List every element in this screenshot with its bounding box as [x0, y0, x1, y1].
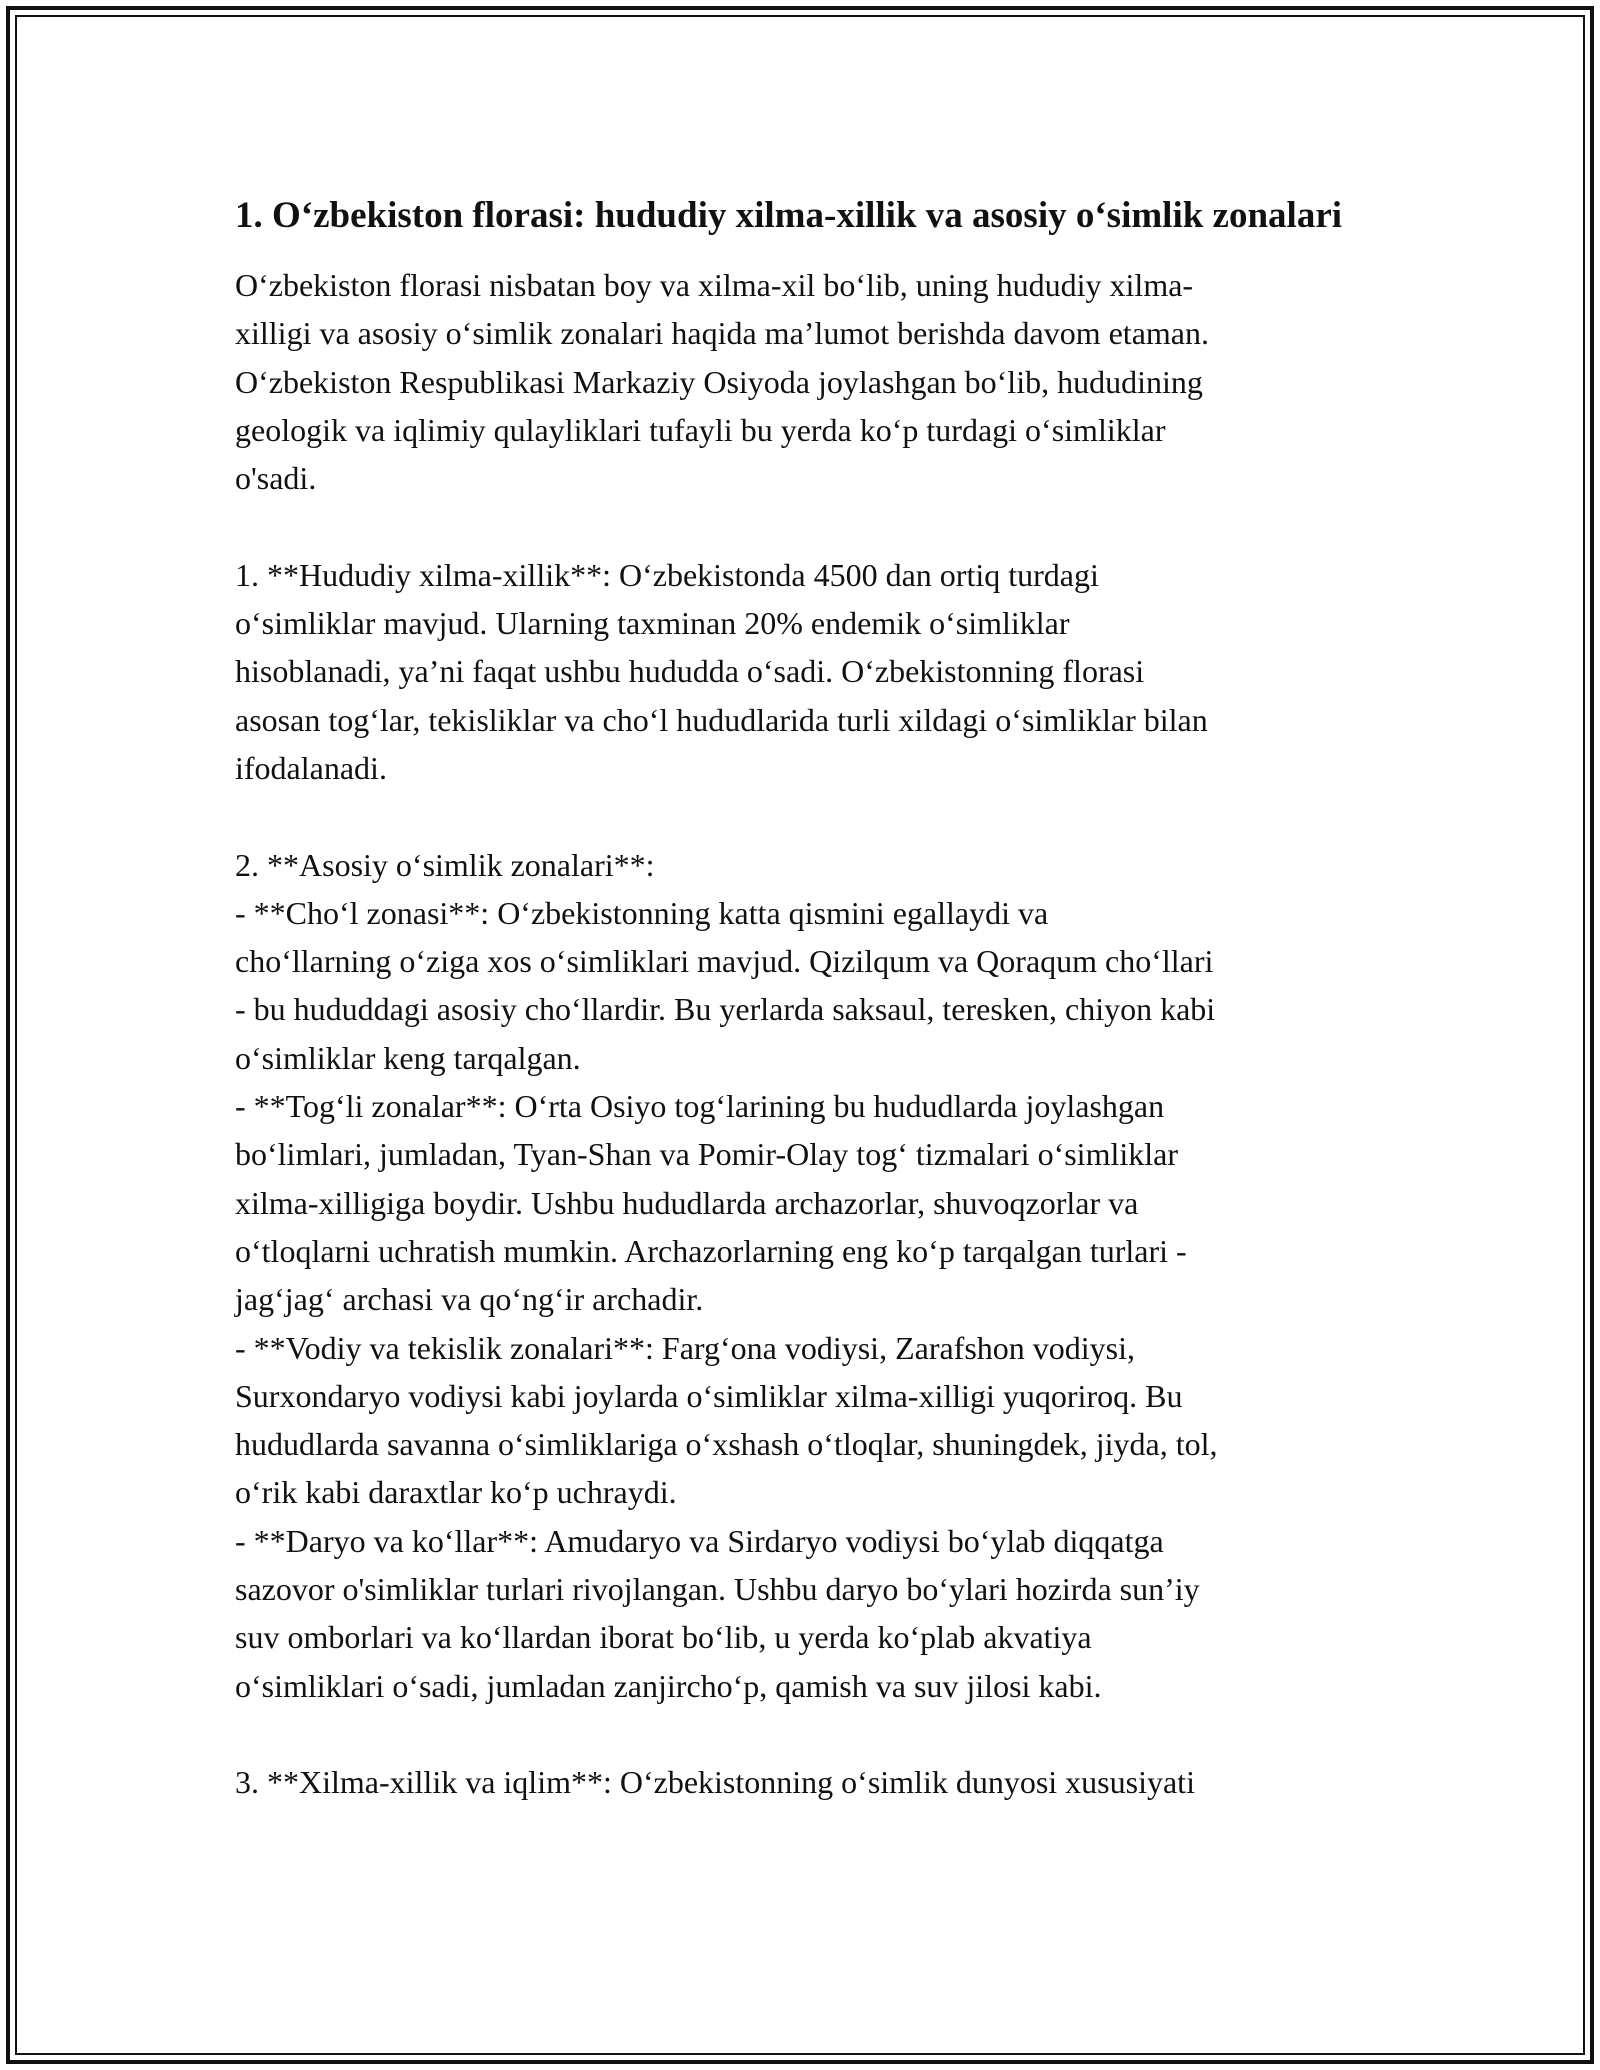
zone-desert-item: - **Cho‘l zonasi**: O‘zbekistonning katta qismini egallaydi va cho‘llarning o‘ziga xos o‘simliklari mavjud. Qizilqum va Qoraqum cho‘llari - bu hududdagi asosiy cho‘llardir. Bu yerlarda saksaul, teresken, chiyon kabi o‘simliklar keng tarqalgan. [235, 894, 1216, 1076]
paragraph-spacer [235, 792, 1375, 840]
section-3-paragraph: 3. **Xilma-xillik va iqlim**: O‘zbekistonning o‘simlik dunyosi xususiyati [235, 1764, 1195, 1801]
zone-rivers-lakes-item: - **Daryo va ko‘llar**: Amudaryo va Sirdaryo vodiysi bo‘ylab diqqatga sazovor o'simliklar turlari rivojlangan. Ushbu daryo bo‘ylari hozirda sun’iy suv omborlari va ko‘llardan iborat bo‘lib, u yerda ko‘plab akvatiya o‘simliklari o‘sadi, jumladan zanjircho‘p, qamish va suv jilosi kabi. [235, 1522, 1200, 1704]
paragraph-spacer [235, 502, 1375, 550]
document-title: 1. O‘zbekiston florasi: hududiy xilma-xillik va asosiy o‘simlik zonalari [235, 195, 1343, 236]
document-body [235, 188, 1375, 1807]
zone-valley-item: - **Vodiy va tekislik zonalari**: Farg‘ona vodiysi, Zarafshon vodiysi, Surxondaryo vodiysi kabi joylarda o‘simliklar xilma-xilligi yuqoriroq. Bu hududlarda savanna o‘simliklariga o‘xshash o‘tloqlar, shuningdek, jiyda, tol, o‘rik kabi daraxtlar ko‘p uchraydi. [235, 1329, 1218, 1511]
paragraph-spacer [235, 1710, 1375, 1758]
section-1-paragraph: 1. **Hududiy xilma-xillik**: O‘zbekistonda 4500 dan ortiq turdagi o‘simliklar mavjud. Ularning taxminan 20% endemik o‘simliklar hisoblanadi, ya’ni faqat ushbu hududda o‘sadi. O‘zbekistonning florasi asosan tog‘lar, tekisliklar va cho‘l hududlarida turli xildagi o‘simliklar bilan ifodalanadi. [235, 556, 1208, 786]
section-2-heading: 2. **Asosiy o‘simlik zonalari**: [235, 846, 655, 883]
intro-paragraph: O‘zbekiston florasi nisbatan boy va xilma-xil bo‘lib, uning hududiy xilma- xilligi va asosiy o‘simlik zonalari haqida ma’lumot berishda davom etaman. O‘zbekiston Respublikasi Markaziy Osiyoda joylashgan bo‘lib, hududining geologik va iqlimiy qulayliklari tufayli bu yerda ko‘p turdagi o‘simliklar o'sadi. [235, 267, 1209, 497]
zone-mountain-item: - **Tog‘li zonalar**: O‘rta Osiyo tog‘larining bu hududlarda joylashgan bo‘limlari, jumladan, Tyan-Shan va Pomir-Olay tog‘ tizmalari o‘simliklar xilma-xilligiga boydir. Ushbu hududlarda archazorlar, shuvoqzorlar va o‘tloqlarni uchratish mumkin. Archazorlarning eng ko‘p tarqalgan turlari - jag‘jag‘ archasi va qo‘ng‘ir archadir. [235, 1088, 1187, 1318]
